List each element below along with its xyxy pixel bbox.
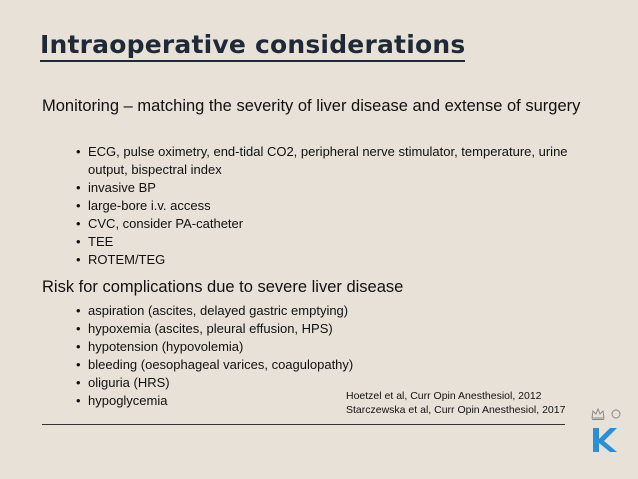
risk-list bbox=[76, 302, 353, 410]
reference-item: Starczewska et al, Curr Opin Anesthesiol, 2017 bbox=[346, 404, 566, 416]
list-item: • CVC, consider PA-catheter bbox=[76, 215, 596, 233]
list-item: • large-bore i.v. access bbox=[76, 197, 596, 215]
list-item: • oliguria (HRS) bbox=[76, 374, 353, 392]
list-item: • aspiration (ascites, delayed gastric emptying) bbox=[76, 302, 353, 320]
risk-heading: Risk for complications due to severe liver disease bbox=[42, 278, 404, 296]
monitoring-heading: Monitoring – matching the severity of liver disease and extense of surgery bbox=[42, 97, 581, 115]
reference-item: Hoetzel et al, Curr Opin Anesthesiol, 2012 bbox=[346, 390, 542, 402]
list-item: • bleeding (oesophageal varices, coagulopathy) bbox=[76, 356, 353, 374]
slide-title: Intraoperative considerations bbox=[40, 30, 465, 62]
list-item: • ROTEM/TEG bbox=[76, 251, 596, 269]
crown-k-logo-icon bbox=[586, 402, 626, 458]
list-item: • hypoglycemia bbox=[76, 392, 353, 410]
list-item: • ECG, pulse oximetry, end-tidal CO2, peripheral nerve stimulator, temperature, urine output, bispectral index bbox=[76, 143, 596, 179]
list-item: • TEE bbox=[76, 233, 596, 251]
references bbox=[346, 389, 565, 417]
footer-divider bbox=[42, 424, 565, 425]
list-item: • hypotension (hypovolemia) bbox=[76, 338, 353, 356]
list-item: • invasive BP bbox=[76, 179, 596, 197]
monitoring-list bbox=[76, 143, 596, 269]
list-item: • hypoxemia (ascites, pleural effusion, HPS) bbox=[76, 320, 353, 338]
